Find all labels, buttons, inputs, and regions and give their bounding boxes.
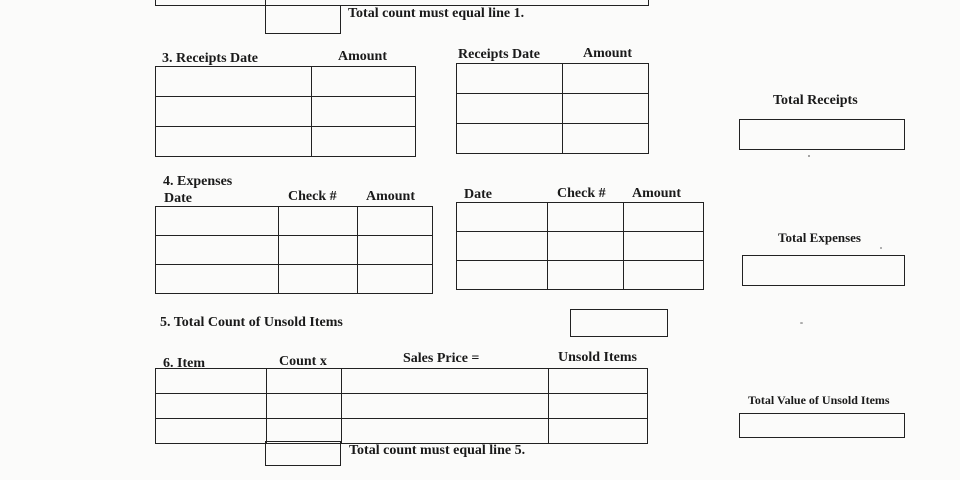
unsold-item-cell[interactable] [156,369,267,394]
section6-label: 6. Item [163,356,205,371]
section2-table-divider-3 [648,0,649,6]
receipts-left-amount-cell[interactable] [312,127,416,157]
section2-note: Total count must equal line 1. [348,6,525,21]
section4-col-check: Check # [288,189,337,204]
expenses-right-amount-cell[interactable] [624,261,704,290]
receipts-table-left [155,66,416,157]
section4-col-date: Date [164,191,192,206]
total-receipts-box[interactable] [739,119,905,150]
receipts-table-right [456,63,649,154]
unsold-price-cell[interactable] [342,419,549,444]
expenses-right-check-cell[interactable] [548,232,624,261]
section3-right-col-amount: Amount [583,46,633,61]
expenses-right-check-cell[interactable] [548,203,624,232]
expenses-right-check-cell[interactable] [548,261,624,290]
unsold-value-cell[interactable] [549,369,648,394]
expenses-right-date-cell[interactable] [457,261,548,290]
section4-right-col-date: Date [464,187,492,202]
expenses-left-amount-cell[interactable] [358,236,433,265]
section4-label: 4. Expenses [163,174,233,189]
section6-note: Total count must equal line 5. [349,443,526,458]
expenses-left-date-cell[interactable] [156,265,279,294]
receipts-left-date-cell[interactable] [156,127,312,157]
expenses-left-date-cell[interactable] [156,207,279,236]
receipts-left-amount-cell[interactable] [312,97,416,127]
expenses-left-date-cell[interactable] [156,236,279,265]
receipts-right-date-cell[interactable] [457,124,563,154]
total-expenses-box[interactable] [742,255,905,286]
unsold-price-cell[interactable] [342,394,549,419]
total-unsold-value-box[interactable] [739,413,905,438]
unsold-price-cell[interactable] [342,369,549,394]
scan-speck [800,322,803,324]
unsold-item-cell[interactable] [156,419,267,444]
unsold-value-cell[interactable] [549,394,648,419]
section4-col-amount: Amount [366,189,416,204]
receipts-left-date-cell[interactable] [156,97,312,127]
unsold-count-cell[interactable] [267,369,342,394]
unsold-count-cell[interactable] [267,394,342,419]
expenses-table-right [456,202,704,290]
scan-speck [880,247,882,249]
section2-total-count-box[interactable] [265,5,341,34]
section2-table-divider-1 [155,0,156,6]
receipts-right-date-cell[interactable] [457,94,563,124]
unsold-item-cell[interactable] [156,394,267,419]
total-receipts-label: Total Receipts [773,93,858,108]
expenses-right-date-cell[interactable] [457,203,548,232]
unsold-count-box[interactable] [570,309,668,337]
total-expenses-label: Total Expenses [778,230,861,245]
expenses-left-amount-cell[interactable] [358,265,433,294]
section3-label: 3. Receipts Date [162,51,259,66]
section6-col-count: Count x [279,354,327,369]
receipts-right-amount-cell[interactable] [563,64,649,94]
receipts-left-amount-cell[interactable] [312,67,416,97]
receipts-left-date-cell[interactable] [156,67,312,97]
receipts-right-date-cell[interactable] [457,64,563,94]
section3-col-amount: Amount [338,49,388,64]
expenses-right-amount-cell[interactable] [624,232,704,261]
unsold-items-table [155,368,648,444]
receipts-right-amount-cell[interactable] [563,94,649,124]
section6-col-price: Sales Price = [403,351,480,366]
section6-col-unsold: Unsold Items [558,350,637,365]
expenses-table-left [155,206,433,294]
expenses-left-amount-cell[interactable] [358,207,433,236]
expenses-left-check-cell[interactable] [279,236,358,265]
scan-speck [808,155,810,157]
expenses-right-amount-cell[interactable] [624,203,704,232]
expenses-left-check-cell[interactable] [279,265,358,294]
receipts-right-amount-cell[interactable] [563,124,649,154]
expenses-right-date-cell[interactable] [457,232,548,261]
total-unsold-value-label: Total Value of Unsold Items [748,393,890,407]
section4-right-col-check: Check # [557,186,606,201]
expenses-left-check-cell[interactable] [279,207,358,236]
unsold-count-cell[interactable] [267,419,342,444]
section5-label: 5. Total Count of Unsold Items [160,315,343,330]
section6-total-count-box[interactable] [265,441,341,466]
section3-right-col-date: Receipts Date [458,47,541,62]
unsold-value-cell[interactable] [549,419,648,444]
section4-right-col-amount: Amount [632,186,682,201]
